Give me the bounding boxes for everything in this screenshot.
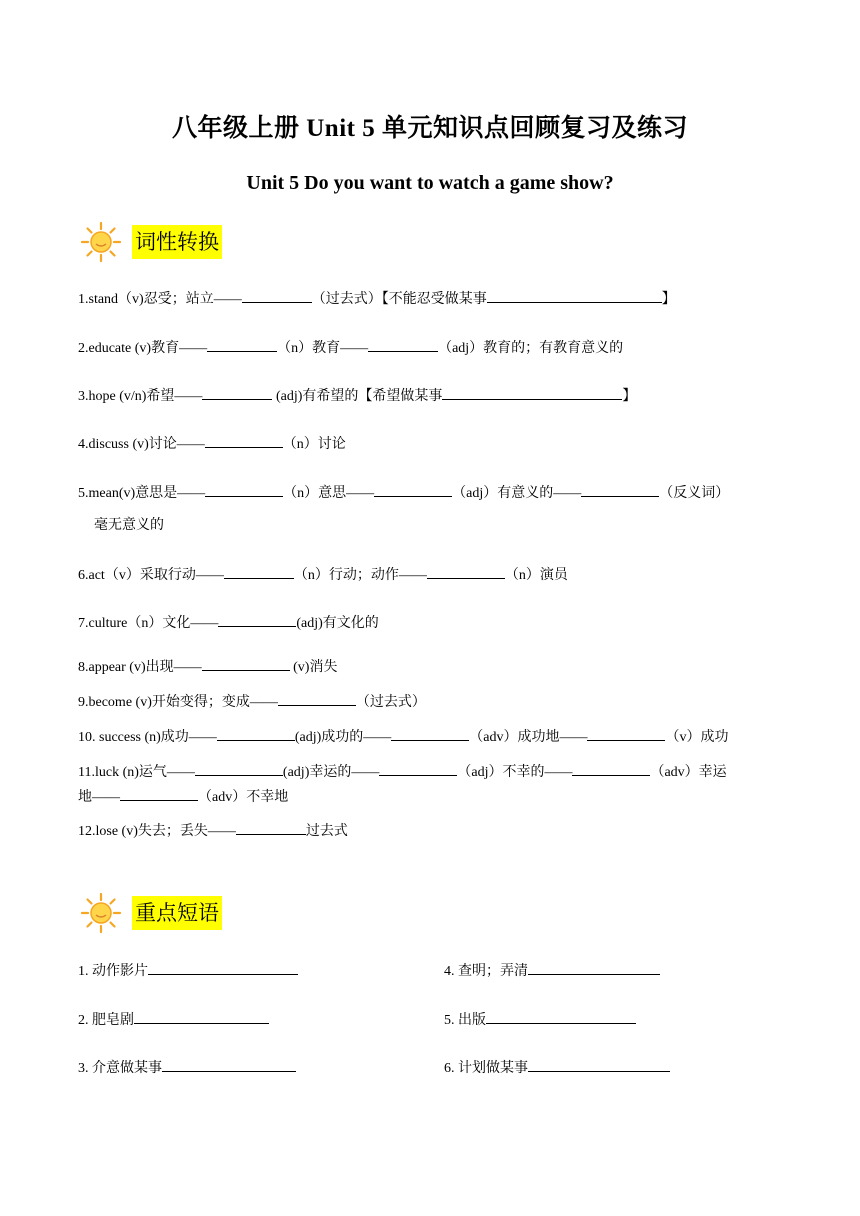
phrase-item-3: 3. 介意做某事 — [78, 1057, 296, 1080]
page-title: 八年级上册 Unit 5 单元知识点回顾复习及练习 — [172, 115, 688, 142]
answer-blank[interactable] — [528, 1057, 670, 1072]
answer-blank[interactable] — [162, 1057, 296, 1072]
section-header-key-phrases — [80, 893, 222, 933]
answer-blank[interactable] — [581, 480, 659, 497]
word-item-3: 3.hope (v/n)希望—— (adj)有希望的【希望做某事 】 — [78, 383, 788, 410]
word-item-7: 7.culture（n）文化—— (adj)有文化的 — [78, 610, 788, 637]
word-item-11: 11.luck (n)运气—— (adj)幸运的—— （adj）不幸的—— （adv）幸运 — [78, 759, 788, 786]
answer-blank[interactable] — [572, 759, 650, 776]
phrase-item-1: 1. 动作影片 — [78, 960, 298, 983]
word-item-9: 9.become (v)开始变得；变成—— （过去式） — [78, 689, 788, 716]
answer-blank[interactable] — [202, 383, 272, 400]
answer-blank[interactable] — [528, 960, 660, 975]
answer-blank[interactable] — [236, 818, 306, 835]
word-item-12: 12.lose (v)失去；丢失—— 过去式 — [78, 818, 788, 845]
page-subtitle: Unit 5 Do you want to watch a game show? — [246, 172, 614, 194]
word-item-5: 5.mean(v)意思是—— （n）意思—— （adj）有意义的—— （反义词） — [78, 480, 788, 507]
answer-blank[interactable] — [242, 286, 312, 303]
word-item-8: 8.appear (v)出现—— (v)消失 — [78, 654, 788, 681]
phrase-item-4: 4. 查明；弄清 — [444, 960, 660, 983]
answer-blank[interactable] — [587, 724, 665, 741]
answer-blank[interactable] — [134, 1009, 269, 1024]
word-item-4: 4.discuss (v)讨论—— （n）讨论 — [78, 431, 788, 458]
phrase-item-6: 6. 计划做某事 — [444, 1057, 670, 1080]
answer-blank[interactable] — [391, 724, 469, 741]
answer-blank[interactable] — [442, 383, 622, 400]
sun-icon — [80, 892, 122, 934]
phrase-item-5: 5. 出版 — [444, 1009, 636, 1032]
answer-blank[interactable] — [205, 431, 283, 448]
word-item-10: 10. success (n)成功—— (adj)成功的—— （adv）成功地—— （v）成功 — [78, 724, 788, 751]
word-item-11-cont: 地—— （adv）不幸地 — [78, 784, 788, 811]
answer-blank[interactable] — [379, 759, 457, 776]
answer-blank[interactable] — [217, 724, 295, 741]
word-item-5-cont: 毫无意义的 — [94, 518, 164, 533]
answer-blank[interactable] — [374, 480, 452, 497]
answer-blank[interactable] — [195, 759, 283, 776]
section-header-word-forms — [80, 222, 222, 262]
answer-blank[interactable] — [486, 1009, 636, 1024]
section-label: 重点短语 — [132, 896, 222, 930]
answer-blank[interactable] — [205, 480, 283, 497]
answer-blank[interactable] — [148, 960, 298, 975]
answer-blank[interactable] — [427, 562, 505, 579]
word-item-2: 2.educate (v)教育—— （n）教育—— （adj）教育的；有教育意义的 — [78, 335, 788, 362]
answer-blank[interactable] — [368, 335, 438, 352]
answer-blank[interactable] — [278, 689, 356, 706]
phrase-item-2: 2. 肥皂剧 — [78, 1009, 269, 1032]
answer-blank[interactable] — [218, 610, 296, 627]
answer-blank[interactable] — [207, 335, 277, 352]
answer-blank[interactable] — [224, 562, 294, 579]
word-item-6: 6.act（v）采取行动—— （n）行动；动作—— （n）演员 — [78, 562, 788, 589]
answer-blank[interactable] — [120, 784, 198, 801]
section-label: 词性转换 — [132, 225, 222, 259]
word-item-1: 1.stand（v)忍受；站立—— （过去式）【不能忍受做某事 】 — [78, 286, 788, 313]
answer-blank[interactable] — [487, 286, 662, 303]
sun-icon — [80, 221, 122, 263]
answer-blank[interactable] — [202, 654, 290, 671]
